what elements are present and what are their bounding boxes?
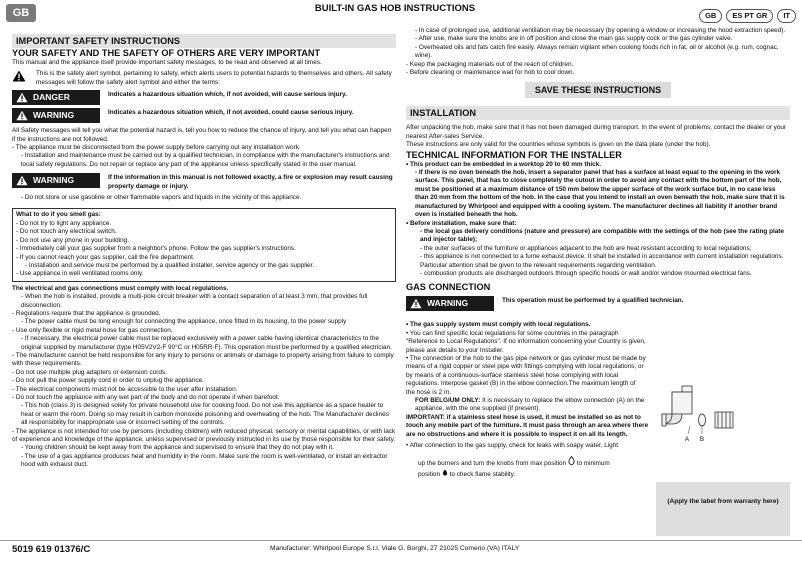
warning-triangle-icon (410, 298, 422, 309)
tech-sub-item: - this appliance is not connected to a fume exhaust device. It shall be installed in accordance with current installation regulations. Particular attention shall be given to the relevant requirements regarding ventilation. (420, 253, 784, 269)
tech-item: • This product can be embedded in a worktop 20 to 60 mm thick. (406, 160, 602, 168)
disconnect-text: - The appliance must be disconnected from the power supply before carrying out any installation work. (12, 144, 301, 152)
max-flame-icon (568, 460, 575, 467)
after-connection-text: • After connection to the gas supply, check for leaks with soapy water. Light (406, 442, 619, 450)
burners-part: to minimum (576, 460, 610, 468)
body-item: - Do not touch the appliance with any wet part of the body and do not operate it when barefoot. (12, 394, 280, 401)
manufacturer-text: Manufacturer: Whirlpool Europe S.r.l. Viale G. Borghi, 27 21025 Comerio (VA) ITALY (270, 545, 520, 552)
gas-connection-heading: GAS CONNECTION (406, 282, 491, 293)
tech-item: - If there is no oven beneath the hob, insert a separator panel that has a surface at least equal to the opening in the work surface. This panel, that has to close completely the cutout in order to avoid any contact with the bottom part of the hob, must be positioned at a maximum distance of 150 mm below the upper surface of the work surface but, in no case less than 20 mm from the bottom of the hob. In the case that you intend to install an oven beneath the hob, make sure that it is manufactured by Whirlpool and equipped with a cooling system. The manufacturer declines all liability if another brand oven is installed beneath the hob. (415, 169, 785, 219)
belgium-label: FOR BELGIUM ONLY: (415, 397, 481, 404)
smell-gas-title: What to do if you smell gas: (16, 211, 101, 219)
language-badge: GB (6, 4, 36, 22)
alert-symbol-text: This is the safety alert symbol, pertaining to safety, which alerts users to potential hazards to themselves and others. All safety messages will follow the safety alert symbol and either the terms: (36, 70, 392, 86)
warning-box (12, 108, 100, 123)
save-instructions-heading: SAVE THESE INSTRUCTIONS (525, 82, 671, 98)
top-item: - In case of prolonged use, additional ventilation may be necessary (by opening a window or increasing the hood extraction speed). (415, 27, 786, 34)
alert-triangle-icon (12, 70, 36, 87)
left-column (12, 34, 396, 470)
danger-text: Indicates a hazardous situation which, if not avoided, will cause serious injury. (108, 91, 347, 99)
footer-divider (0, 540, 802, 541)
important-note: IMPORTANT: if a stainless steel hose is used, it must be installed so as not to touch any mobile part of the furniture. It must pass through an area where there are no obstructions and where it is possible to inspect it on all its length. (406, 413, 649, 438)
warranty-label-area: (Apply the label from warranty here) (656, 482, 790, 536)
smell-gas-item: - Do not touch any electrical switch. (16, 228, 117, 236)
warning-label: WARNING (33, 110, 75, 121)
warning2-text: If the information in this manual is not followed exactly, a fire or explosion may result causing property damage or injury. (108, 174, 393, 190)
warning-text: Indicates a hazardous situation which, if not avoided, could cause serious injury. (108, 109, 354, 117)
electrical-title: The electrical and gas connections must comply with local regulations. (12, 284, 229, 292)
body-item: - The appliance is not intended for use by persons (including children) with reduced physical, sensory or mental capabilities, or with lack of experience and knowledge of the appliance, unless supervised or previously instructed in its use by those responsible for their safety. (12, 427, 396, 444)
body-item: - The manufacturer cannot be held responsible for any injury to persons or animals or damage to property arising from failure to comply with these requirements. (12, 351, 394, 368)
warning2-label: WARNING (33, 175, 75, 186)
burners-part: position (418, 470, 441, 478)
gas-item: • You can find specific local regulations for some countries in the paragraph "Reference to Local Regulations". If no information concerning your Country is given, please ask details to your Installer. (406, 329, 646, 354)
warning2-box (12, 173, 100, 188)
tech-item: • Before installation, make sure that: (406, 219, 517, 227)
safety-messages-text: All Safety messages will tell you what the potential hazard is, tell you how to reduce the chance of injury, and tell you what can happen if the instructions are not followed. (12, 127, 392, 143)
language-flags (699, 9, 796, 23)
gas-warning-text: This operation must be performed by a qualified technician. (502, 297, 684, 305)
install-qualified-text: - Installation and maintenance must be carried out by a qualified technician, in compliance with the manufacturer's instructions and local safety regulations. Do not repair or replace any part of the appliance unless specifically stated in the user manual. (21, 152, 390, 168)
fig-label-b: B (700, 437, 705, 443)
your-safety-heading: YOUR SAFETY AND THE SAFETY OF OTHERS ARE VERY IMPORTANT (12, 48, 321, 58)
smell-gas-item: - If you cannot reach your gas supplier, call the fire department. (16, 253, 195, 261)
body-item: - The use of a gas appliance produces heat and humidity in the room. Make sure the room is well-ventilated, or install an extractor hood with exhaust duct. (21, 452, 388, 469)
gas-item: • The gas supply system must comply with local regulations. (406, 321, 591, 329)
smell-gas-item: - Installation and service must be performed by a qualified installer, service agency or the gas supplier. (25, 261, 315, 269)
body-item: - The power cable must be long enough for connecting the appliance, once fitted in its housing, to the power supply (21, 318, 347, 326)
body-item: - Regulations require that the appliance is grounded. (12, 309, 161, 317)
min-flame-icon (442, 471, 448, 478)
warning2-row (12, 173, 396, 191)
installation-text: After unpacking the hob, make sure that it has not been damaged during transport. In the event of problems, contact the dealer or your nearest After-sales Service. (406, 124, 787, 140)
language-flag: GB (699, 9, 722, 23)
danger-row (12, 90, 396, 105)
top-item: - Keep the packaging materials out of the reach of children. (406, 60, 574, 68)
tech-sub-item: - combustion products are discharged outdoors through specific hoods or wall and/or window mounted electrical fans. (420, 269, 752, 277)
document-title: BUILT-IN GAS HOB INSTRUCTIONS (314, 3, 476, 14)
body-item: - When the hob is installed, provide a multi-pole circuit breaker with a contact separation of at least 3 mm, that provides full disconnection. (21, 293, 368, 309)
document-code: 5019 619 01376/C (12, 544, 91, 555)
smell-gas-item: - Use appliance in well ventilated rooms only. (16, 270, 144, 278)
body-item: - If necessary, the electrical power cable must be replaced exclusively with a power cable having identical characteristics to the original supplied by manufacturer (type H05V2V2-F 90°C or H05RR-F). This operation must be performed by a qualified electrician. (21, 335, 392, 351)
warning-triangle-icon (16, 175, 28, 186)
belgium-text: It is necessary to replace the elbow connection (A) on the appliance, with the one supplied (if present). (415, 397, 645, 413)
burners-part: to check flame stability. (449, 470, 516, 478)
body-item: - Young children should be kept away from the appliance and supervised to ensure that they do not play with it. (21, 444, 334, 452)
important-safety-heading: IMPORTANT SAFETY INSTRUCTIONS (12, 34, 396, 48)
alert-symbol-row (12, 70, 396, 87)
danger-label: DANGER (33, 92, 70, 103)
no-gasoline-text: - Do not store or use gasoline or other flammable vapors and liquids in the vicinity of this appliance. (21, 194, 302, 202)
warning-triangle-icon (16, 110, 28, 121)
top-item: - After use, make sure the knobs are in off position and close the main gas supply cock or the gas cylinder valve. (415, 35, 733, 43)
gas-elbow-illustration (660, 384, 744, 448)
instructions-valid-text: These instructions are only valid for the countries whose symbols is given on the data plate (under the hob). (406, 141, 711, 149)
gas-item: • The connection of the hob to the gas pipe network or gas cylinder must be made by means of a rigid copper or steel pipe with fittings complying with local regulations, or by means of a continuous-surface stainless steel hose complying with local regulations. Interpose gasket (B) in the elbow connection.The maximum length of the hose is 2 m. (406, 354, 646, 396)
warning-row (12, 108, 396, 123)
gas-warning-label: WARNING (427, 298, 469, 309)
body-item: - The electrical components must not be accessible to the user after installation. (12, 385, 238, 393)
manual-intro: This manual and the appliance itself provide important safety messages, to be read and observed at all times. (12, 59, 322, 66)
smell-gas-item: - Immediately call your gas supplier from a neighbor's phone. Follow the gas supplier's instructions. (16, 245, 296, 253)
burners-text (406, 456, 658, 479)
tech-sub-item: - the outer surfaces of the furniture or appliances adjacent to the hob are heat resistant according to local regulations; (420, 244, 752, 252)
body-item: - Use only flexible or rigid metal hose for gas connection. (12, 326, 173, 334)
burners-part: up the burners and turn the knobs from max position (418, 460, 567, 468)
gas-warning-row (406, 296, 790, 311)
smell-gas-box (12, 208, 396, 281)
installation-heading: INSTALLATION (406, 106, 790, 120)
fig-label-a: A (685, 437, 690, 443)
body-item: - This hob (class 3) is designed solely for private household use for cooking food. Do not use this appliance as a space heater to heat or warm the room. Doing so may result in carbon monoxide poisoning and overheating of the hob. The Manufacturer declines all responsibility for inappropriate use or incorrect setting of the controls. (21, 402, 389, 427)
warning-triangle-icon (16, 92, 28, 103)
gas-warning-box (406, 296, 494, 311)
danger-box (12, 90, 100, 105)
smell-gas-item: - Do not try to light any appliance. (16, 219, 112, 227)
body-item: - Do not use multiple plug adapters or extension cords. (12, 368, 167, 376)
top-item: - Overheated oils and fats catch fire easily. Always remain vigilant when cooking foods rich in fat, oil or alcohol (e.g. rum, cognac, wine). (415, 43, 779, 60)
language-flag: IT (777, 9, 796, 23)
body-item: - Do not pull the power supply cord in order to unplug the appliance. (12, 377, 204, 385)
language-flag: ES PT GR (726, 9, 773, 23)
top-item: - Before cleaning or maintenance wait for hob to cool down. (406, 69, 575, 77)
technical-heading: TECHNICAL INFORMATION FOR THE INSTALLER (406, 149, 622, 160)
smell-gas-item: - Do not use any phone in your building. (16, 236, 129, 244)
tech-sub-item: - the local gas delivery conditions (nature and pressure) are compatible with the settings of the hob (see the rating plate and injector table); (420, 227, 784, 244)
